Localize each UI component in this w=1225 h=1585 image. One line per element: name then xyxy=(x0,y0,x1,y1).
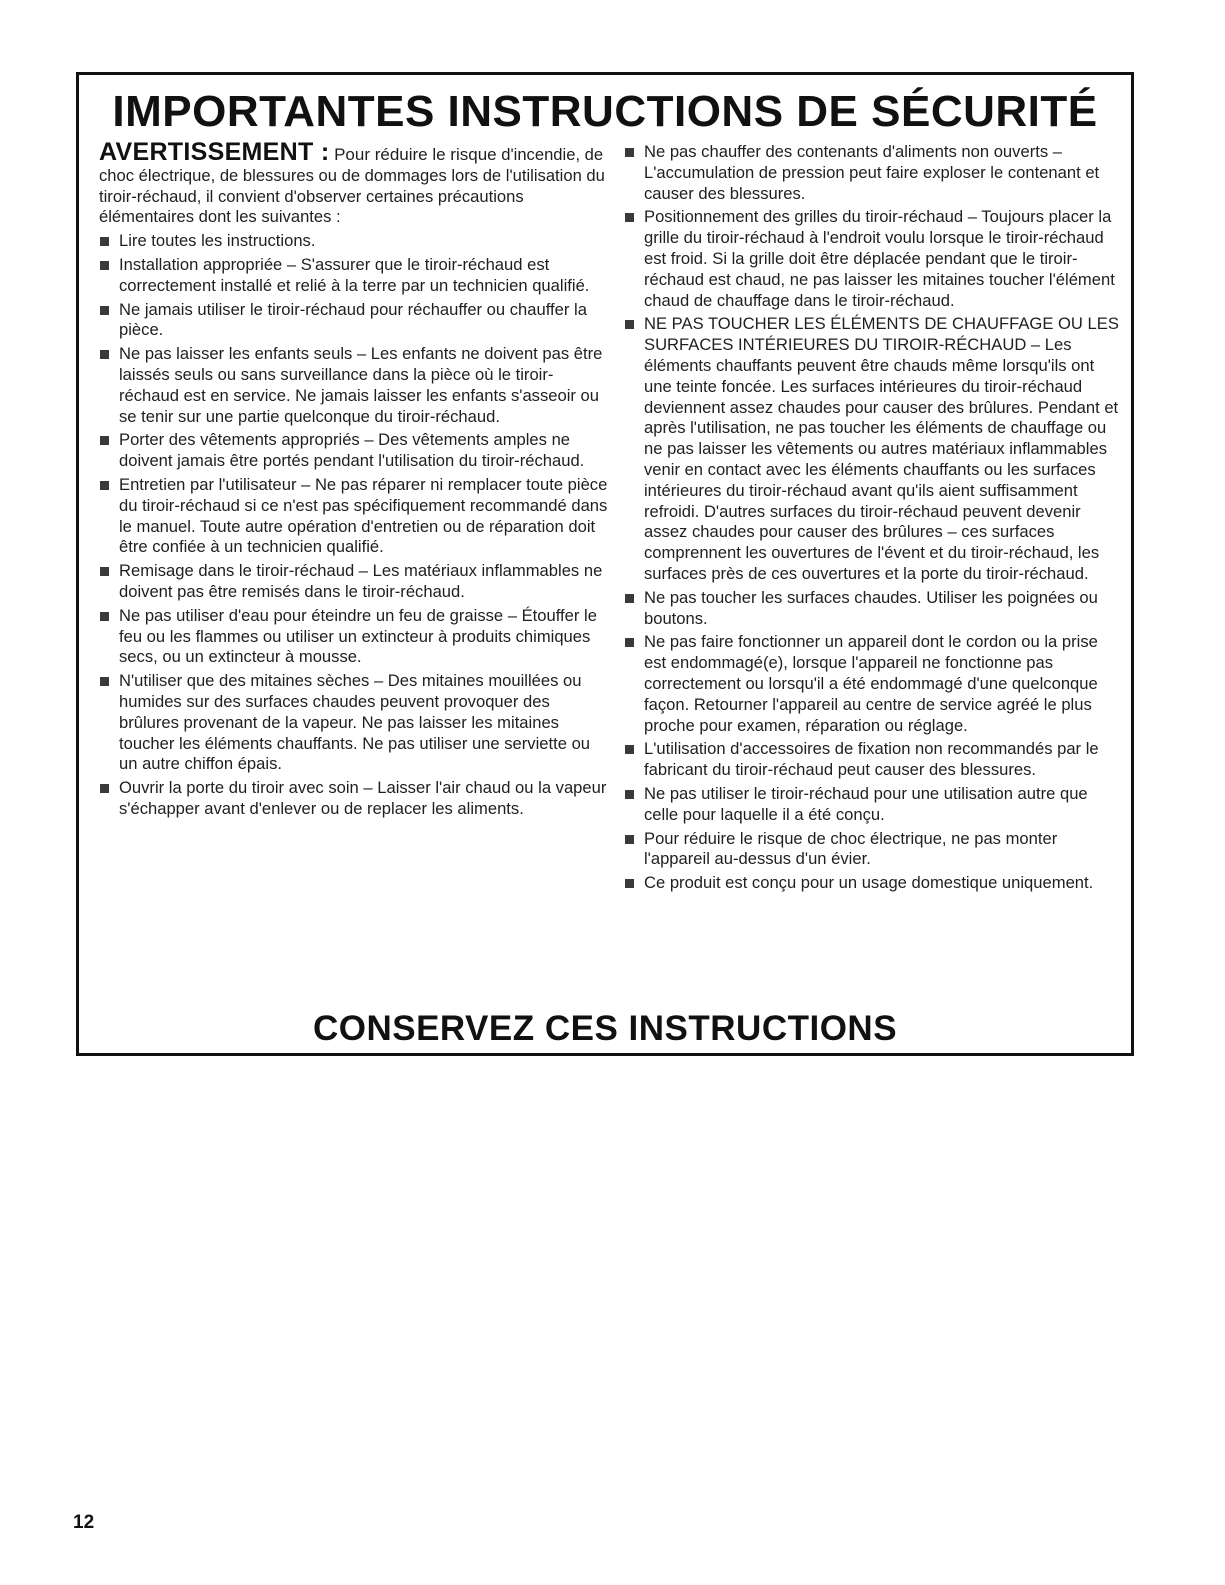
warning-text: d'incendie, de choc électrique, de blessures ou de dommages lors de l'utilisation du tiroir-réchaud, il convient d'observer certaines précautions élémentaires dont les suivantes : xyxy=(99,145,605,227)
list-item-text: Porter des vêtements appropriés – Des vêtements amples ne doivent jamais être portés pendant l'utilisation du tiroir-réchaud. xyxy=(119,430,585,471)
list-item xyxy=(99,344,611,427)
right-bullet-list xyxy=(624,142,1121,894)
square-bullet-icon xyxy=(100,350,109,359)
list-item xyxy=(99,606,611,668)
list-item xyxy=(99,255,611,297)
square-bullet-icon xyxy=(100,612,109,621)
square-bullet-icon xyxy=(625,835,634,844)
page-title: IMPORTANTES INSTRUCTIONS DE SÉCURITÉ xyxy=(112,87,1098,136)
list-item xyxy=(624,784,1121,826)
page-number: 12 xyxy=(73,1512,95,1533)
list-item-text: Ne pas utiliser le tiroir-réchaud pour une utilisation autre que celle pour laquelle il a été conçu. xyxy=(644,783,1088,824)
list-item xyxy=(99,231,611,252)
list-item xyxy=(99,561,611,603)
square-bullet-icon xyxy=(100,237,109,246)
left-column xyxy=(99,138,611,823)
list-item xyxy=(99,475,611,558)
safety-instructions-box xyxy=(76,72,1134,1056)
list-item xyxy=(624,829,1121,871)
list-item xyxy=(624,314,1121,584)
square-bullet-icon xyxy=(100,677,109,686)
list-item xyxy=(624,142,1121,204)
square-bullet-icon xyxy=(625,790,634,799)
list-item-text: Ouvrir la porte du tiroir avec soin – Laisser l'air chaud ou la vapeur s'échapper avant d'enlever ou de replacer les aliments. xyxy=(119,778,607,818)
square-bullet-icon xyxy=(625,148,634,157)
list-item-text: Ne pas utiliser d'eau pour éteindre un feu de graisse – Étouffer le feu ou les flammes ou utiliser un extincteur à produits chimiques secs, ou un extincteur à mousse. xyxy=(119,605,597,667)
list-item xyxy=(624,873,1121,894)
list-item-text: Ne pas faire fonctionner un appareil dont le cordon ou la prise est endommagé(e), lorsque l'appareil ne fonctionne pas correctement ou lorsqu'il a été endommagé d'une quelconque façon. Retourner l'appareil au centre de service agréé le plus proche pour examen, réparation ou réglage. xyxy=(644,632,1098,735)
square-bullet-icon xyxy=(100,306,109,315)
list-item-text: Installation appropriée – S'assurer que le tiroir-réchaud est correctement installé et relié à la terre par un technicien qualifié. xyxy=(119,254,590,295)
footer-title: CONSERVEZ CES INSTRUCTIONS xyxy=(312,1009,898,1048)
square-bullet-icon xyxy=(625,320,634,329)
list-item xyxy=(624,739,1121,781)
list-item-text: L'utilisation d'accessoires de fixation non recommandés par le fabricant du tiroir-réchaud peut causer des blessures. xyxy=(644,739,1099,780)
left-bullet-list xyxy=(99,231,611,820)
list-item-text: Ne jamais utiliser le tiroir-réchaud pour réchauffer ou chauffer la pièce. xyxy=(119,299,587,340)
square-bullet-icon xyxy=(625,213,634,222)
list-item-text: N'utiliser que des mitaines sèches – Des mitaines mouillées ou humides sur des surfaces chaudes peuvent provoquer des brûlures provenant de la vapeur. Ne pas laisser les mitaines toucher les éléments chauffants. Ne pas utiliser une serviette ou un autre chiffon épais. xyxy=(119,671,591,774)
list-item-text: Ne pas toucher les surfaces chaudes. Utiliser les poignées ou boutons. xyxy=(644,587,1098,628)
square-bullet-icon xyxy=(625,879,634,888)
list-item xyxy=(99,300,611,342)
list-item-text: Ne pas laisser les enfants seuls – Les enfants ne doivent pas être laissés seuls ou sans surveillance dans la pièce où le tiroir-réchaud est en service. Ne jamais laisser les enfants s'asseoir ou se tenir sur une partie quelconque du tiroir-réchaud. xyxy=(119,344,603,426)
square-bullet-icon xyxy=(100,784,109,793)
list-item xyxy=(624,588,1121,630)
list-item-text: Ne pas chauffer des contenants d'aliments non ouverts – L'accumulation de pression peut faire exploser le contenant et causer des blessures. xyxy=(644,142,1100,203)
list-item-text: Lire toutes les instructions. xyxy=(119,231,316,251)
right-column xyxy=(624,142,1121,897)
square-bullet-icon xyxy=(625,638,634,647)
square-bullet-icon xyxy=(625,594,634,603)
square-bullet-icon xyxy=(625,745,634,754)
warning-label: AVERTISSEMENT : xyxy=(99,138,330,166)
list-item-text: Positionnement des grilles du tiroir-réchaud – Toujours placer la grille du tiroir-réchaud à l'endroit voulu lorsque le tiroir-réchaud est froid. Si la grille doit être déplacée pendant que le tiroir-réchaud est chaud, ne pas laisser les mitaines toucher l'élément chaud de chauffage dans le tiroir-réchaud. xyxy=(644,207,1115,310)
list-item xyxy=(99,671,611,775)
square-bullet-icon xyxy=(100,481,109,490)
warning-intro xyxy=(99,138,611,228)
square-bullet-icon xyxy=(100,261,109,270)
list-item-text: NE PAS TOUCHER LES ÉLÉMENTS DE CHAUFFAGE OU LES SURFACES INTÉRIEURES DU TIROIR-RÉCHAUD – Les éléments chauffants peuvent être chauds même lorsqu'ils ont une teinte foncée. Les surfaces intérieures du tiroir-réchaud deviennent assez chaudes pour causer des brûlures. Pendant et après l'utilisation, ne pas toucher les éléments de chauffage ou ne pas laisser les vêtements ou autres matériaux inflammables venir en contact avec les éléments chauffants ou les surfaces intérieures du tiroir-réchaud avant qu'ils aient suffisamment refroidi. D'autres surfaces du tiroir-réchaud peuvent devenir assez chaudes pour causer des brûlures – ces surfaces comprennent les ouvertures de l'évent et du tiroir-réchaud, les surfaces près de ces ouvertures et la porte du tiroir-réchaud. xyxy=(644,314,1119,583)
warning-lead: Pour réduire le risque xyxy=(334,145,497,164)
list-item-text: Ce produit est conçu pour un usage domestique uniquement. xyxy=(644,873,1094,893)
list-item-text: Remisage dans le tiroir-réchaud – Les matériaux inflammables ne doivent pas être remisés dans le tiroir-réchaud. xyxy=(119,561,603,601)
list-item xyxy=(624,632,1121,736)
square-bullet-icon xyxy=(100,567,109,576)
list-item-text: Pour réduire le risque de choc électrique, ne pas monter l'appareil au-dessus d'un évier. xyxy=(644,828,1058,869)
list-item-text: Entretien par l'utilisateur – Ne pas réparer ni remplacer toute pièce du tiroir-réchaud si ce n'est pas spécifiquement recommandé dans le manuel. Toute autre opération d'entretien ou de réparation doit être confiée à un technicien qualifié. xyxy=(119,474,608,557)
list-item xyxy=(624,207,1121,311)
square-bullet-icon xyxy=(100,436,109,445)
list-item xyxy=(99,430,611,472)
list-item xyxy=(99,778,611,820)
